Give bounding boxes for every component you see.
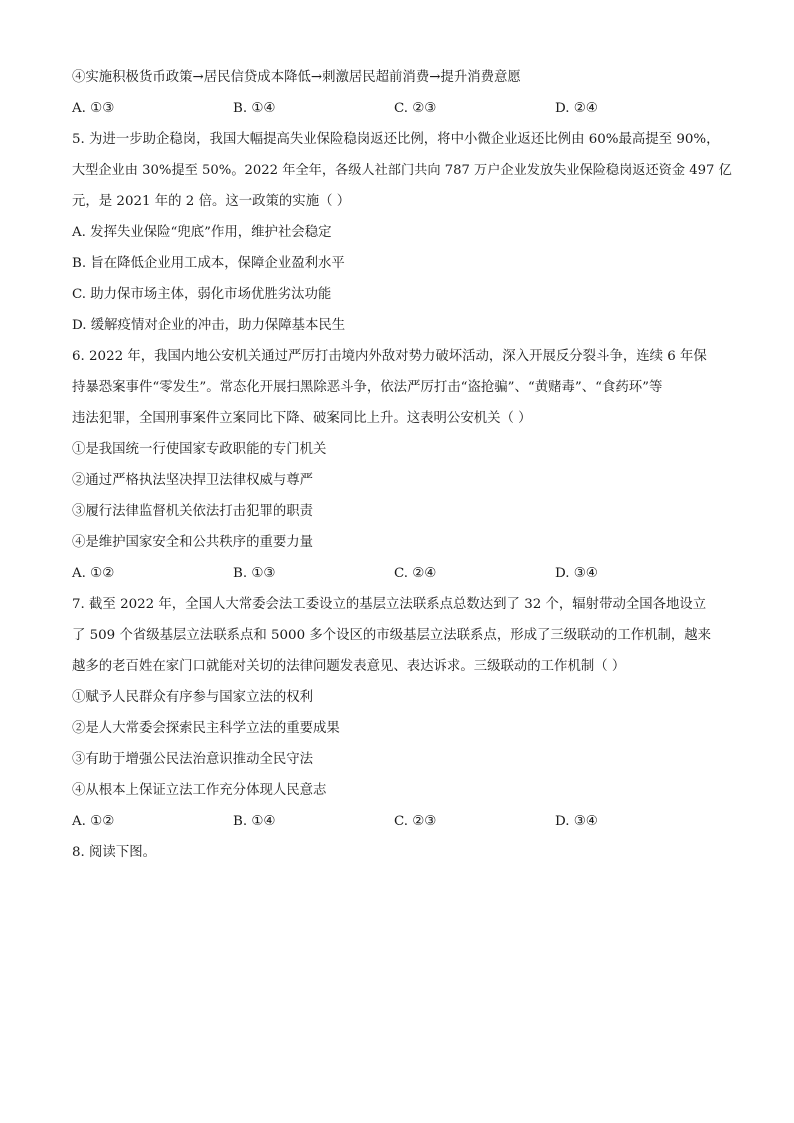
- answer-options: [72, 806, 732, 837]
- q7-stem-line: 7. 截至 2022 年，全国人大常委会法工委设立的基层立法联系点总数达到了 32 个，辐射带动全国各地设立: [72, 597, 707, 612]
- q7-stem-line: 了 509 个省级基层立法联系点和 5000 多个设区的市级基层立法联系点，形成了三级联动的工作机制，越来: [72, 628, 712, 643]
- q7-statement-3: ③有助于增强公民法治意识推动全民守法: [72, 752, 314, 767]
- option-d: D. ③④: [555, 566, 598, 581]
- option-d: D. ③④: [555, 814, 598, 829]
- q6-stem-line: 持暴恐案事件“零发生”。常态化开展扫黑除恶斗争，依法严厉打击“盗抢骗”、“黄赌毒”、“食药环”等: [72, 380, 663, 395]
- option-a: A. ①②: [72, 814, 115, 829]
- option-b: B. ①③: [233, 566, 276, 581]
- answer-options: [72, 93, 732, 124]
- statement-4: ④实施积极货币政策→居民信贷成本降低→刺激居民超前消费→提升消费意愿: [72, 70, 521, 85]
- answer-options: [72, 558, 732, 589]
- q7-stem-line: 越多的老百姓在家门口就能对关切的法律问题发表意见、表达诉求。三级联动的工作机制（ ）: [72, 659, 626, 674]
- option-c: C. ②④: [394, 566, 437, 581]
- q5-choice-b: B. 旨在降低企业用工成本，保障企业盈利水平: [72, 256, 345, 271]
- q6-statement-2: ②通过严格执法坚决捍卫法律权威与尊严: [72, 473, 314, 488]
- q5-choice-c: C. 助力保市场主体，弱化市场优胜劣汰功能: [72, 287, 332, 302]
- q6-stem-line: 违法犯罪，全国刑事案件立案同比下降、破案同比上升。这表明公安机关（ ）: [72, 411, 532, 426]
- q5-stem-line: 大型企业由 30%提至 50%。2022 年全年，各级人社部门共向 787 万户企业发放失业保险稳岗返还资金 497 亿: [72, 163, 732, 178]
- option-c: C. ②③: [394, 814, 437, 829]
- option-c: C. ②③: [394, 101, 437, 116]
- option-b: B. ①④: [233, 814, 276, 829]
- q5-choice-d: D. 缓解疫情对企业的冲击，助力保障基本民生: [72, 318, 346, 333]
- q6-statement-1: ①是我国统一行使国家专政职能的专门机关: [72, 442, 327, 457]
- q7-statement-1: ①赋予人民群众有序参与国家立法的权利: [72, 690, 314, 705]
- exam-page: [72, 62, 732, 868]
- q7-statement-2: ②是人大常委会探索民主科学立法的重要成果: [72, 721, 340, 736]
- q6-statement-3: ③履行法律监督机关依法打击犯罪的职责: [72, 504, 314, 519]
- q5-choice-a: A. 发挥失业保险“兜底”作用，维护社会稳定: [72, 225, 332, 240]
- option-a: A. ①②: [72, 566, 115, 581]
- q6-statement-4: ④是维护国家安全和公共秩序的重要力量: [72, 535, 314, 550]
- q5-stem-line: 5. 为进一步助企稳岗，我国大幅提高失业保险稳岗返还比例，将中小微企业返还比例由 60%最高提至 90%，: [72, 132, 720, 147]
- option-d: D. ②④: [555, 101, 598, 116]
- option-b: B. ①④: [233, 101, 276, 116]
- q8-stem: 8. 阅读下图。: [72, 845, 156, 860]
- q6-stem-line: 6. 2022 年，我国内地公安机关通过严厉打击境内外敌对势力破坏活动，深入开展反分裂斗争，连续 6 年保: [72, 349, 707, 364]
- option-a: A. ①③: [72, 101, 115, 116]
- q5-stem-line: 元，是 2021 年的 2 倍。这一政策的实施（ ）: [72, 194, 351, 209]
- q7-statement-4: ④从根本上保证立法工作充分体现人民意志: [72, 783, 327, 798]
